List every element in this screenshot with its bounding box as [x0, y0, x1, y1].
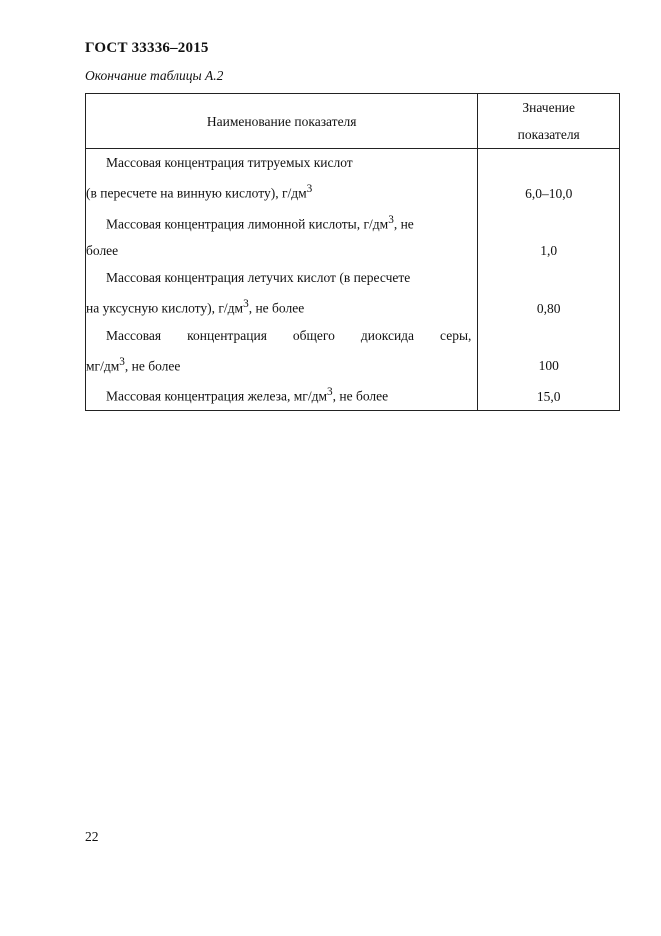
unit-superscript: 3: [388, 213, 394, 226]
table-caption: Окончание таблицы А.2: [85, 68, 224, 83]
indicator-name-tail: , не: [393, 216, 414, 231]
indicator-name-text: мг/дм: [86, 358, 120, 373]
indicator-name-line: [86, 349, 471, 380]
indicator-value-cell: 100: [478, 322, 620, 380]
column-header-name: Наименование показателя: [86, 94, 478, 149]
indicator-name-text: на уксусную кислоту), г/дм: [86, 300, 244, 316]
document-code: ГОСТ 33336–2015: [85, 40, 209, 56]
table-row: [86, 207, 620, 265]
indicator-name-line: Массовая концентрация титруемых кислот: [106, 155, 353, 170]
indicator-name-cell: [86, 379, 478, 410]
table-row: [86, 379, 620, 410]
table-header-row: [86, 94, 620, 149]
indicator-name-line: более: [86, 243, 119, 258]
table-row: [86, 149, 620, 207]
table-row: [86, 322, 620, 380]
indicator-name-line: Массовая концентрация общего диоксида серы,: [106, 327, 472, 343]
indicator-name-line: Массовая концентрация летучих кислот (в пересчете: [106, 270, 411, 285]
page-number: 22: [85, 829, 99, 844]
unit-superscript: 3: [306, 183, 313, 195]
column-header-value: [478, 94, 620, 149]
indicator-name-text: Массовая концентрация железа, мг/дм: [106, 388, 327, 404]
indicator-value-cell: 0,80: [478, 264, 620, 322]
indicator-name-text: (в пересчете на винную кислоту), г/дм: [86, 185, 307, 201]
indicator-name-line: [86, 291, 471, 322]
indicator-name-tail: , не более: [248, 300, 305, 316]
column-header-value-line1: Значение: [522, 100, 576, 115]
unit-superscript: 3: [326, 386, 333, 398]
indicator-value-cell: 1,0: [478, 207, 620, 265]
indicator-name-line: [86, 379, 471, 410]
indicator-name-line: [86, 207, 471, 238]
table-row: [86, 264, 620, 322]
indicator-name-tail: , не более: [124, 358, 181, 373]
unit-superscript: 3: [243, 298, 249, 310]
column-header-value-line2: показателя: [517, 127, 580, 142]
indicator-name-cell: [86, 149, 478, 207]
indicator-name-cell: [86, 207, 478, 265]
indicator-value-cell: 6,0–10,0: [478, 149, 620, 207]
unit-superscript: 3: [119, 355, 125, 368]
indicator-name-tail: , не более: [332, 388, 389, 404]
indicator-name-text: Массовая концентрация лимонной кислоты, г/дм: [106, 216, 389, 231]
indicator-name-line: [86, 176, 471, 207]
indicator-value-cell: 15,0: [478, 379, 620, 410]
indicators-table: [85, 93, 620, 411]
indicator-name-cell: [86, 264, 478, 322]
indicator-name-cell: [86, 322, 478, 380]
